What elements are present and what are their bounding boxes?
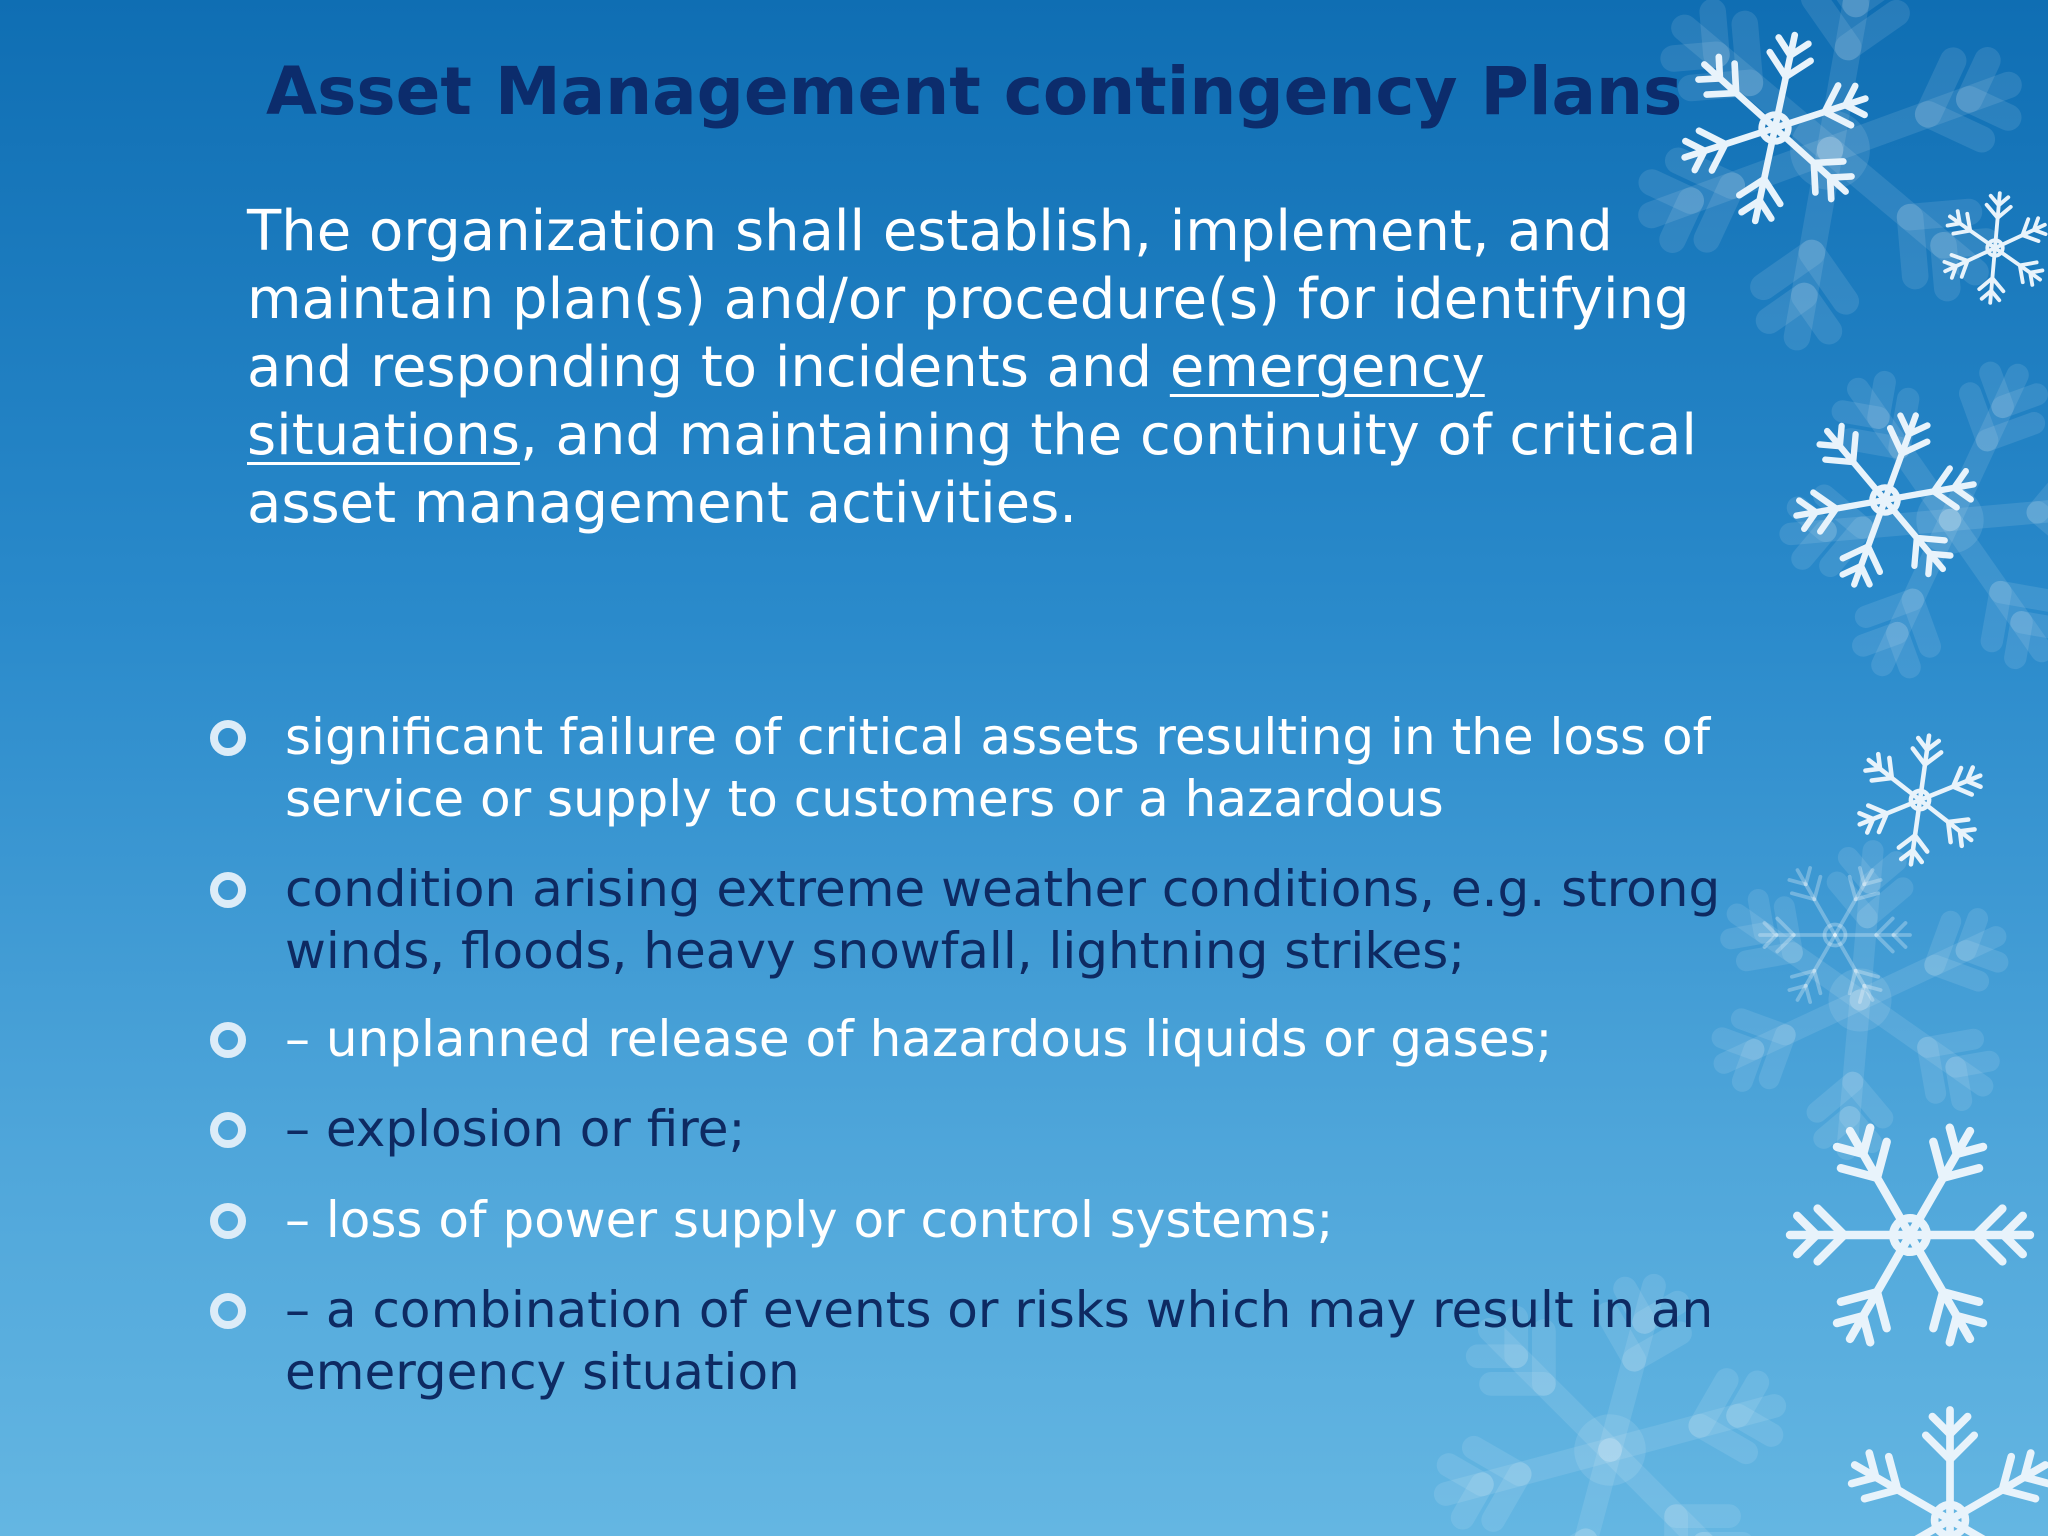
slide-title: Asset Management contingency Plans bbox=[266, 53, 1683, 130]
bullet-text: condition arising extreme weather conditions, e.g. strong winds, floods, heavy snowfall, lightning strikes; bbox=[285, 860, 1721, 980]
bullet-ring-icon bbox=[210, 1293, 246, 1329]
bullet-ring-icon bbox=[210, 1022, 246, 1058]
intro-text-end: , and maintaining the continuity of critical asset management activities. bbox=[247, 403, 1697, 536]
bullet-ring-icon bbox=[210, 1112, 246, 1148]
bullet-text: significant failure of critical assets resulting in the loss of service or supply to customers or a hazardous bbox=[285, 708, 1711, 828]
intro-text-start: The organization shall establish, implement, and maintain plan(s) and/or procedure(s) for identifying and responding to incidents and bbox=[247, 199, 1690, 400]
intro-paragraph bbox=[247, 198, 1777, 538]
bullet-ring-icon bbox=[210, 1203, 246, 1239]
bullet-ring-icon bbox=[210, 872, 246, 908]
bullet-text: – a combination of events or risks which may result in an emergency situation bbox=[285, 1281, 1714, 1401]
bullet-text: – explosion or fire; bbox=[285, 1100, 746, 1158]
bullet-ring-icon bbox=[210, 720, 246, 756]
bullet-text: – loss of power supply or control systems; bbox=[285, 1191, 1334, 1249]
emergency-situations-underlined: emergency situations bbox=[247, 335, 1485, 468]
bullet-text: – unplanned release of hazardous liquids or gases; bbox=[285, 1010, 1553, 1068]
